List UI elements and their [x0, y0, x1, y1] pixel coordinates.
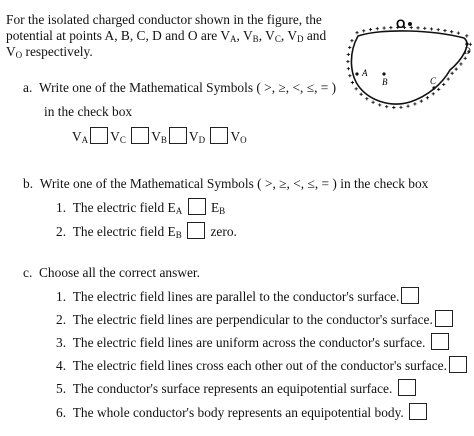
charge-plus-mark — [406, 105, 409, 108]
term-VO-sub: O — [240, 135, 247, 145]
part-c-item-4 — [56, 356, 469, 374]
charge-plus-mark — [385, 105, 388, 108]
term-VA-sub: A — [81, 135, 89, 145]
term-VD-sub: D — [198, 135, 206, 145]
part-b-item-1-sub: A — [175, 206, 183, 216]
part-b-heading — [23, 176, 428, 192]
part-c-item-6-text: The whole conductor's body represents an equipotential body. — [72, 405, 404, 420]
part-c-item-4-text: The electric field lines cross each other out of the conductor's surface. — [72, 358, 447, 373]
intro-respectively: respectively. — [22, 44, 93, 59]
label-B: B — [382, 77, 388, 87]
charge-plus-mark — [455, 68, 458, 71]
part-c-heading — [23, 265, 200, 281]
part-a-letter: a. — [23, 80, 33, 95]
part-c-item-6-number: 6. — [56, 405, 67, 420]
charge-plus-mark — [420, 100, 423, 103]
potential-A-sub: A — [230, 34, 237, 44]
charge-plus-mark — [399, 106, 402, 109]
charge-plus-mark — [430, 27, 433, 30]
intro-line-2-text: potential at points A, B, C, D and O are V — [6, 28, 231, 43]
charge-plus-mark — [451, 72, 454, 75]
conductor-outline — [351, 31, 466, 104]
part-c-item-6 — [56, 403, 429, 421]
part-c-item-2-number: 2. — [56, 312, 67, 327]
part-c-item-1-number: 1. — [56, 289, 67, 304]
part-b-item-1-number: 1. — [56, 200, 67, 215]
part-c-item-5-number: 5. — [56, 381, 67, 396]
answer-box-b-1[interactable] — [188, 198, 206, 215]
checkbox-c-1[interactable] — [401, 287, 419, 304]
charge-plus-mark — [423, 27, 426, 30]
charge-plus-mark — [360, 93, 363, 96]
part-c-letter: c. — [23, 265, 33, 280]
part-c-item-5-text: The conductor's surface represents an equipotential surface. — [72, 381, 393, 396]
potential-O-sub: O — [15, 50, 23, 60]
charge-plus-mark — [346, 60, 349, 63]
point-O-dot — [408, 22, 412, 26]
part-b-item-2-text: The electric field E — [72, 224, 176, 239]
potential-B-sub: B — [252, 34, 259, 44]
charge-plus-mark — [347, 53, 350, 56]
part-b-item-2-number: 2. — [56, 224, 67, 239]
charge-plus-mark — [392, 106, 395, 109]
answer-box-a-2[interactable] — [131, 127, 149, 144]
intro-and: and — [303, 28, 327, 43]
charge-plus-mark — [432, 92, 435, 95]
term-VB: V — [151, 129, 161, 144]
charge-plus-mark — [351, 81, 354, 84]
charged-conductor-figure — [338, 14, 474, 126]
checkbox-c-2[interactable] — [435, 310, 453, 327]
part-c-item-4-number: 4. — [56, 358, 67, 373]
potential-D-sub: D — [296, 34, 304, 44]
charge-plus-mark — [457, 31, 460, 34]
answer-box-a-3[interactable] — [169, 127, 187, 144]
charge-plus-mark — [376, 27, 379, 30]
part-c-item-3-number: 3. — [56, 335, 67, 350]
term-VC: V — [110, 129, 120, 144]
answer-box-b-2[interactable] — [187, 222, 205, 239]
charge-plus-mark — [355, 87, 358, 90]
charge-plus-mark — [437, 88, 440, 91]
potential-D: V — [287, 28, 297, 43]
charge-plus-mark — [389, 26, 392, 29]
part-a-heading — [23, 80, 336, 96]
charge-plus-mark — [426, 96, 429, 99]
charge-plus-mark — [447, 77, 450, 80]
part-c-item-5 — [56, 379, 418, 397]
answer-box-a-1[interactable] — [90, 127, 108, 144]
label-C: C — [430, 76, 437, 86]
part-c-item-2 — [56, 310, 455, 328]
charge-plus-mark — [442, 83, 445, 86]
label-D: D — [464, 46, 471, 56]
charge-plus-mark — [450, 30, 453, 33]
charge-plus-mark — [362, 29, 365, 32]
part-b-item-2-right: zero. — [210, 224, 237, 239]
part-c-item-2-text: The electric field lines are perpendicular to the conductor's surface. — [72, 312, 433, 327]
part-a-inequality-row — [72, 127, 247, 145]
charge-plus-mark — [416, 26, 419, 29]
potential-O: V — [6, 44, 16, 59]
charge-plus-mark — [459, 62, 462, 65]
charge-plus-mark — [383, 26, 386, 29]
potential-B: V — [243, 28, 253, 43]
intro-line-3 — [6, 44, 93, 60]
part-c-item-3 — [56, 333, 451, 351]
charge-plus-mark — [369, 28, 372, 31]
term-VA: V — [72, 129, 82, 144]
charge-plus-mark — [348, 74, 351, 77]
point-B-dot — [382, 72, 385, 75]
term-VB-sub: B — [160, 135, 167, 145]
charge-plus-mark — [413, 102, 416, 105]
charge-plus-mark — [350, 39, 353, 42]
label-O: O — [396, 17, 406, 31]
checkbox-c-3[interactable] — [431, 333, 449, 350]
charge-plus-mark — [355, 31, 358, 34]
part-c-item-1-text: The electric field lines are parallel to the conductor's surface. — [72, 289, 400, 304]
charge-plus-mark — [378, 103, 381, 106]
part-b-item-2-sub: B — [175, 230, 182, 240]
potential-C: V — [265, 28, 275, 43]
point-C-dot — [432, 86, 435, 89]
charge-plus-mark — [410, 26, 413, 29]
part-a-instruction: Write one of the Mathematical Symbols ( >, ≥, <, ≤, = ) — [39, 80, 337, 95]
charge-plus-mark — [437, 28, 440, 31]
part-b-item-1 — [56, 198, 225, 216]
term-VD: V — [188, 129, 199, 144]
part-c-item-3-text: The electric field lines are uniform across the conductor's surface. — [72, 335, 426, 350]
part-b-item-2 — [56, 222, 237, 240]
term-VO: V — [230, 129, 241, 144]
part-a-instruction-2: in the check box — [44, 104, 133, 119]
charge-plus-mark — [348, 46, 351, 49]
checkbox-c-6[interactable] — [409, 403, 427, 420]
potential-C-sub: C — [274, 34, 281, 44]
part-b-item-1-right: E — [210, 200, 220, 215]
intro-line-2: potential at points A, B, C, D and O are $V_A$, $V_B$, $V_C$, $V_D$ and — [6, 28, 327, 44]
charge-plus-mark — [465, 34, 468, 37]
part-b-item-1-text: The electric field E — [72, 200, 176, 215]
part-b-item-1-right-sub: B — [219, 206, 226, 216]
part-c-item-1 — [56, 287, 421, 305]
part-b-letter: b. — [23, 176, 34, 191]
term-VC-sub: C — [119, 135, 126, 145]
charge-plus-mark — [464, 57, 467, 60]
part-b-instruction: Write one of the Mathematical Symbols ( >, ≥, <, ≤, = ) in the check box — [39, 176, 429, 191]
label-A: A — [362, 68, 368, 78]
point-A-dot — [355, 72, 358, 75]
checkbox-c-5[interactable] — [398, 379, 416, 396]
answer-box-a-4[interactable] — [210, 127, 228, 144]
intro-line-1: For the isolated charged conductor shown in the figure, the — [6, 12, 322, 27]
charge-plus-mark — [347, 67, 350, 70]
charge-plus-mark — [365, 97, 368, 100]
checkbox-c-4[interactable] — [449, 356, 467, 373]
charge-plus-mark — [443, 29, 446, 32]
charge-plus-mark — [371, 101, 374, 104]
part-c-instruction: Choose all the correct answer. — [39, 265, 201, 280]
